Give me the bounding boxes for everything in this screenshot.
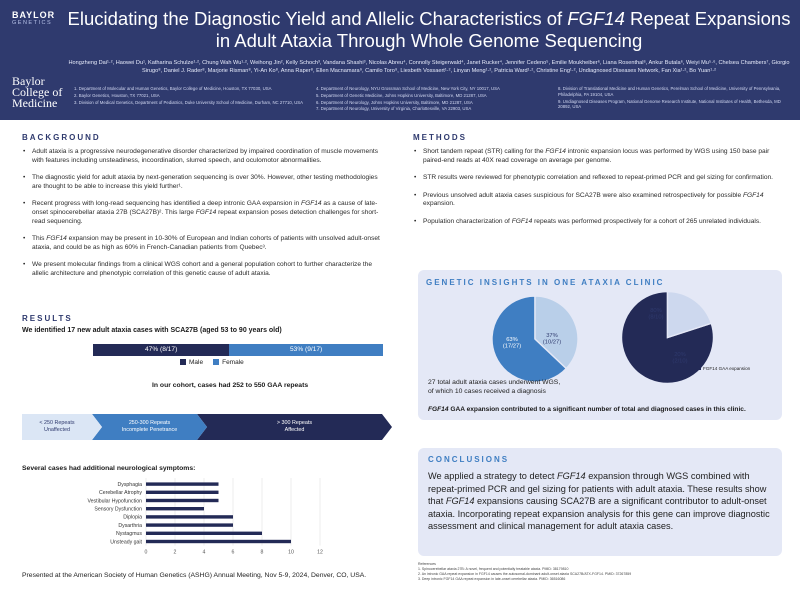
- affiliation-5: 5. Department of Genetic Medicine, Johns Hopkins University, Baltimore, MD 21287, USA: [316, 92, 487, 98]
- arrow-label: [102, 414, 197, 440]
- arrow-label: [22, 414, 92, 440]
- references: [418, 562, 788, 582]
- x-tick-label: 6: [231, 549, 235, 556]
- arrow-label-line-2: Incomplete Penetrance: [121, 427, 178, 433]
- category-label: Nystagmus: [116, 531, 142, 538]
- affiliations: [74, 86, 788, 113]
- reference-1: 1. Spinocerebellar ataxia 27B: A novel, frequent and potentially treatable ataxia. PMID: 38179810: [418, 567, 569, 571]
- pie-count-label: (17/27): [502, 343, 522, 350]
- affiliation-column: [74, 86, 304, 113]
- genetic-insights-panel: [418, 270, 782, 420]
- affiliation-6: 6. Department of Neurology, Johns Hopkins University, Baltimore, MD 21287, USA: [316, 99, 473, 105]
- background-bullet: [22, 261, 388, 278]
- arrow-label-line-2: Unaffected: [44, 427, 70, 433]
- text-run: STR results were reviewed for phenotypic correlation and reflexed to repeat-primed PCR and gel sizing for confirmation.: [423, 174, 773, 182]
- x-tick-label: 0: [144, 549, 148, 556]
- sex-ratio-bar: [93, 344, 383, 356]
- symptom-bar: [146, 523, 233, 526]
- legend-female-label: Female: [222, 359, 244, 366]
- pie-note-line-1: 27 total adult ataxia cases underwent WGS,: [428, 379, 561, 386]
- category-label: Unsteady gait: [110, 539, 142, 546]
- affiliation-9: 9. Undiagnosed Diseases Program, National Genome Research Institute, National Institutes of Health, Bethesda, MD 20892, USA: [558, 98, 781, 110]
- legend-male-label: Male: [189, 359, 204, 366]
- text-run: expansions causing SCA27B are a significant contributor to adult-onset ataxia. Incorporating repeat expansion analysis for this gene can improve diagnostic assessment and clinical management for adult ataxia cases.: [428, 496, 770, 532]
- symptom-bar: [146, 491, 219, 494]
- text-run: expansion through WGS combined with repeat-primed PCR and gel sizing for patients with adult ataxia. These results show that: [428, 471, 767, 507]
- text-run: expansion.: [423, 200, 455, 208]
- repeat-category-arrow: [197, 414, 392, 440]
- methods-bullet: [413, 218, 783, 227]
- text-run: Short tandem repeat (STR) calling for the: [423, 148, 546, 155]
- x-tick-label: 8: [260, 549, 264, 556]
- gaa-legend: [697, 366, 750, 371]
- symptoms-heading: Several cases had additional neurological symptoms:: [22, 465, 196, 472]
- text-run: Recent progress with long-read sequencing has identified a deep intronic GAA expansion in: [32, 200, 302, 208]
- category-label: Sensory Dysfunction: [94, 506, 142, 513]
- category-label: Diplopia: [123, 514, 142, 521]
- text-run: The diagnostic yield for adult ataxia by next-generation sequencing is over 30%. However, other testing methodologies are thought to be able to increase this yield further¹.: [32, 174, 378, 190]
- reference-3: 3. Deep intronic FGF14 GAA repeat expansion in late-onset cerebellar ataxia. PMID: 36516086: [418, 577, 566, 581]
- arrow-label: [207, 414, 382, 440]
- bcm-line-3: Medicine: [12, 96, 58, 110]
- gi-conclusion-gene: FGF14: [428, 406, 449, 413]
- cohort-heading: In our cohort, cases had 252 to 550 GAA repeats: [152, 382, 309, 389]
- symptom-bar: [146, 507, 204, 510]
- gene-name: FGF14: [301, 200, 322, 208]
- methods-bullet: [413, 148, 783, 165]
- bcm-line-1: Baylor: [12, 74, 45, 88]
- background-heading: BACKGROUND: [22, 133, 101, 142]
- symptom-bar: [146, 482, 219, 485]
- methods-bullet: [413, 174, 783, 183]
- pie-note-line-2: of which 10 cases received a diagnosis: [428, 388, 546, 395]
- affiliation-1: 1. Department of Molecular and Human Genetics, Baylor College of Medicine, Houston, TX 77030, USA: [74, 86, 272, 91]
- legend-male: [180, 359, 203, 366]
- text-run: intronic expansion locus was performed by WGS using 150 base pair paired-end reads at 40X read coverage on average per genome.: [423, 148, 770, 164]
- background-bullet: [22, 235, 388, 252]
- legend-female: [213, 359, 244, 366]
- affiliation-7: 7. Department of Neurology, University of Virginia, Charlottesville, VA 22903, USA: [316, 106, 472, 112]
- text-run: repeats was performed prospectively for a cohort of 265 unrelated individuals.: [532, 217, 761, 225]
- gene-name: FGF14: [557, 471, 586, 481]
- gene-name: FGF14: [742, 191, 764, 199]
- pie-note: [428, 378, 598, 396]
- methods-heading: METHODS: [413, 133, 467, 142]
- methods-list: [413, 148, 783, 236]
- pie-count-label: (8/10): [648, 314, 664, 321]
- presentation-footer: Presented at the American Society of Human Genetics (ASHG) Annual Meeting, Nov 5-9, 2024, Denver, CO, USA.: [22, 572, 367, 579]
- legend-swatch-female: [213, 359, 219, 365]
- background-bullet: [22, 148, 388, 165]
- gene-name: FGF14: [445, 496, 475, 507]
- text-run: Adult ataxia is a progressive neurodegenerative disorder characterized by impaired coordination of muscle movements with features including unsteadiness, incoordination, slurred speech, and oculomotor abnormalities.: [32, 148, 378, 164]
- pie-percent-label: 63%: [506, 337, 518, 343]
- x-tick-label: 10: [288, 549, 294, 556]
- poster-title: [64, 8, 794, 52]
- x-tick-label: 12: [317, 549, 323, 556]
- gaa-legend-label: FGF14 GAA expansion: [703, 366, 751, 371]
- genetic-insights-heading: GENETIC INSIGHTS IN ONE ATAXIA CLINIC: [426, 278, 665, 287]
- symptom-bar: [146, 532, 262, 535]
- background-bullet: [22, 174, 388, 191]
- brand-sub: GENETICS: [12, 20, 53, 26]
- text-run: This: [32, 235, 47, 243]
- arrow-label-line-2: Affected: [284, 427, 305, 433]
- gene-name: FGF14: [46, 235, 67, 243]
- x-tick-label: 4: [202, 549, 206, 556]
- text-run: Population characterization of: [423, 217, 512, 225]
- symptom-bar: [146, 540, 291, 543]
- affiliation-column: [316, 86, 546, 113]
- results-heading: RESULTS: [22, 314, 73, 323]
- text-run: We applied a strategy to detect: [428, 471, 558, 481]
- category-label: Dysphagia: [117, 481, 142, 488]
- title-gene: FGF14: [567, 8, 625, 29]
- text-run: We present molecular findings from a clinical WGS cohort and a general population cohort to further characterize the allelic architecture and phenotypic correlation of this genetic cause of adult ataxia.: [32, 261, 372, 277]
- author-list: Hongzheng Dai¹·², Haowei Du¹, Katharina Schulze¹·², Chung Wah Wu¹·², Weihong Jin², Kelly Schoch³, Vandana Shashi³, Nicolas Abreu⁴, Connolly Steigerwald⁴, Janet Rucker⁴, Jennifer Cedeno⁵, Emilie Moukheiber⁶, Liana Rosenthal⁶, Ankur Butala⁶, Weiyi Mu⁵·⁶, Chelsea Chambers⁷, Giorgio Sirugo⁸, Daniel J. Rader⁸, Marjorie Risman⁸, Yi-An Ko⁸, Anna Raper⁸, Ellen Macnamara⁹, Camilo Toro⁹, Liesbeth Vossaert¹·², Linyan Meng¹·², Patricia Ward¹·², Christine Eng¹·², Undiagnosed Diseases Network, Fan Xia¹·², Bo Yuan¹·²: [68, 60, 790, 74]
- total-cases-pie-chart: [490, 294, 580, 384]
- female-segment: 53% (9/17): [229, 344, 383, 356]
- baylor-genetics-logo: [12, 10, 56, 27]
- methods-bullet: [413, 192, 783, 209]
- affiliation-4: 4. Department of Neurology, NYU Grossman School of Medicine, New York City, NY 10017, USA: [316, 86, 500, 91]
- arrow-label-line-1: 250-300 Repeats: [128, 420, 171, 427]
- text-run: expansion may be present in 10-30% of European and Indian cohorts of patients with unsolved adult-onset ataxia, and could be as high as 60% in French-Canadian patients from Quebec³.: [32, 235, 380, 251]
- symptom-bar: [146, 499, 219, 502]
- pie-count-label: (2/10): [672, 358, 688, 365]
- baylor-college-of-medicine-logo: [12, 76, 62, 109]
- category-label: Vestibular Hypofunction: [87, 498, 142, 505]
- text-run: Previous unsolved adult ataxia cases suspicious for SCA27B were also examined retrospectively for possible: [423, 191, 743, 199]
- symptoms-bar-chart: [22, 476, 332, 560]
- text-run: as a cause of late-onset spinocerebellar ataxia 27B (SCA27B)². This large: [32, 200, 378, 216]
- affiliation-2: 2. Baylor Genetics, Houston, TX 77021, USA: [74, 92, 160, 98]
- conclusions-heading: CONCLUSIONS: [428, 455, 510, 464]
- references-heading: References: [418, 562, 436, 566]
- pie-count-label: (10/27): [542, 339, 562, 346]
- sex-legend: [180, 359, 244, 366]
- pie-percent-label: 80%: [650, 308, 662, 314]
- title-part-3: Repeat Expansions in Adult Ataxia Through Whole Genome Sequencing: [215, 8, 791, 51]
- affiliation-column: [558, 86, 788, 113]
- genetic-insights-conclusion: [428, 406, 746, 413]
- repeat-category-arrows: [22, 414, 387, 440]
- gene-name: FGF14: [545, 148, 566, 155]
- arrow-label-line-1: > 300 Repeats: [276, 420, 313, 427]
- text-run: repeat expansion poses detection challenges for short-read sequencing.: [32, 208, 379, 225]
- legend-swatch-male: [180, 359, 186, 365]
- symptom-bar: [146, 515, 233, 518]
- male-segment: 47% (8/17): [93, 344, 229, 356]
- poster-header: [0, 0, 800, 120]
- gene-name: FGF14: [195, 208, 217, 216]
- gaa-legend-swatch: [697, 366, 701, 370]
- title-part-1: Elucidating the Diagnostic Yield and Allelic Characteristics of: [67, 8, 568, 29]
- category-label: Dysarthria: [118, 522, 142, 529]
- pie-percent-label: 37%: [546, 333, 558, 339]
- background-bullet: [22, 200, 388, 226]
- repeat-category-arrow: [22, 414, 102, 440]
- background-list: [22, 148, 388, 288]
- arrow-label-line-1: < 250 Repeats: [39, 420, 75, 427]
- brand-name: BAYLOR: [12, 10, 56, 20]
- results-subheading: We identified 17 new adult ataxia cases with SCA27B (aged 53 to 90 years old): [22, 327, 282, 334]
- x-tick-label: 2: [173, 549, 177, 556]
- affiliation-8: 8. Division of Translational Medicine and Human Genetics, Perelman School of Medicine, University of Pennsylvania, Philadelphia, PA 19104, USA: [558, 86, 781, 97]
- category-label: Cerebellar Atrophy: [99, 490, 142, 497]
- gi-conclusion-text: GAA expansion contributed to a significant number of total and diagnosed cases in this clinic.: [448, 406, 746, 413]
- bcm-line-2: College of: [12, 85, 63, 99]
- repeat-category-arrow: [92, 414, 207, 440]
- affiliation-3: 3. Division of Medical Genetics, Department of Pediatrics, Duke University School of Medicine, Durham, NC 27710, USA: [74, 99, 304, 105]
- gene-name: FGF14: [511, 217, 533, 225]
- conclusions-text: [428, 470, 774, 533]
- reference-2: 2. An intronic GAA repeat expansion in FGF14 causes the autosomal-dominant adult-onset ataxia SCA27B/ATX-FGF14. PMID: 37267859: [418, 572, 632, 576]
- pie-percent-label: 20%: [674, 352, 686, 358]
